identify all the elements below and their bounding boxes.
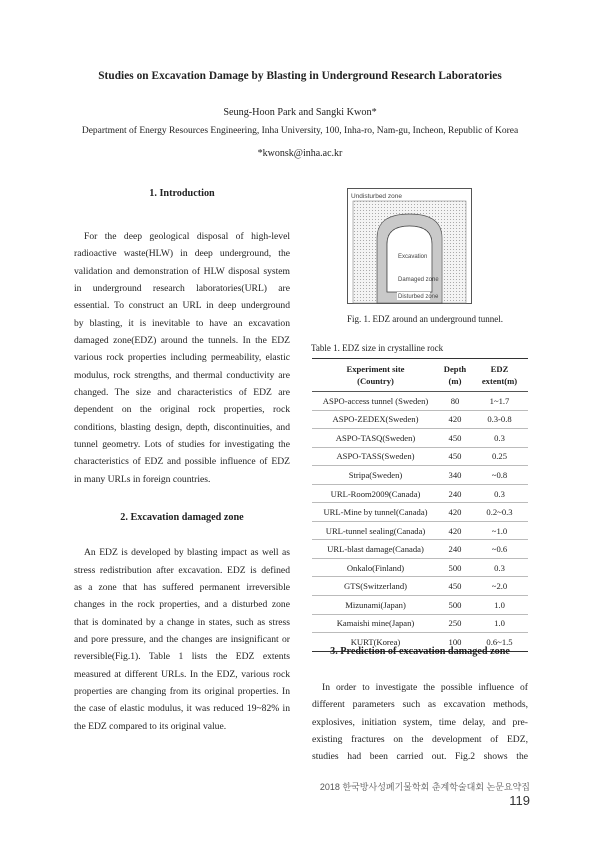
- cell-extent: 1.0: [494, 599, 505, 610]
- page-number: 119: [509, 793, 530, 808]
- undisturbed-zone-label: Undisturbed zone: [351, 193, 402, 200]
- paper-title: Studies on Excavation Damage by Blasting in Underground Research Laboratories: [98, 70, 502, 82]
- cell-depth: 450: [448, 451, 462, 462]
- table-row: [312, 429, 528, 448]
- paragraph-line: In order to investigate the possible influence of: [322, 682, 528, 693]
- paragraph-line: in underground research laboratories(URL) are: [74, 283, 290, 295]
- paragraph-line: radioactive waste(HLW) in deep underground, the: [74, 248, 290, 260]
- paragraph-line: changes in the rock properties, and a disturbed zone: [74, 599, 290, 611]
- cell-depth: 80: [450, 395, 460, 406]
- damaged-zone-label: Damaged zone: [398, 277, 439, 283]
- paragraph-line: conditions, blasting design, depth, discontinuities, and: [74, 421, 290, 433]
- cell-depth: 450: [448, 432, 462, 443]
- email: *kwonsk@inha.ac.kr: [257, 148, 343, 159]
- paragraph-line: and pore pressure, and the changes are insignificant or: [74, 633, 290, 645]
- cell-depth: 500: [448, 562, 462, 573]
- table-row: [312, 503, 528, 522]
- cell-depth: 250: [448, 618, 462, 629]
- header-line: Experiment site: [346, 364, 405, 374]
- cell-extent: 0.3: [494, 488, 505, 499]
- cell-site: GTS(Switzerland): [343, 581, 407, 592]
- paragraph-line: studies had been carried out. Fig.2 shows the: [312, 751, 528, 763]
- paragraph-line: as a zone that has suffered permanent irreversible: [74, 581, 290, 593]
- table-row: [312, 558, 528, 577]
- cell-site: URL-Mine by tunnel(Canada): [323, 507, 428, 518]
- cell-extent: 1.0: [494, 618, 505, 629]
- table-row: [312, 484, 528, 503]
- footer-proceedings-title: 2018 한국방사성폐기물학회 춘계학술대회 논문요약집: [319, 782, 530, 792]
- paragraph-line: various rock properties including permeability, elastic: [74, 352, 290, 364]
- paragraph-line: An EDZ is developed by blasting impact as well as: [84, 547, 290, 559]
- cell-site: Onkalo(Finland): [346, 562, 405, 573]
- header-line: EDZ: [490, 364, 509, 374]
- cell-extent: 0.25: [491, 451, 508, 462]
- table-row: [312, 540, 528, 559]
- paragraph-line: different parameters such as excavation methods,: [312, 699, 528, 711]
- cell-extent: 0.3: [494, 432, 505, 443]
- table-caption: Table 1. EDZ size in crystalline rock: [311, 343, 444, 353]
- header-line: Depth: [443, 364, 467, 374]
- table-row: [312, 447, 528, 466]
- cell-site: Kamaishi mine(Japan): [336, 618, 415, 629]
- cell-depth: 420: [448, 507, 462, 518]
- section-heading-excavation-damaged-zone: 2. Excavation damaged zone: [120, 512, 244, 524]
- header-line: extent(m): [481, 376, 518, 386]
- table-row: [312, 577, 528, 596]
- cell-extent: ~1.0: [491, 525, 508, 536]
- paragraph-line: For the deep geological disposal of high-level: [84, 231, 290, 242]
- table-row: [312, 596, 528, 615]
- cell-site: Stripa(Sweden): [348, 469, 403, 480]
- cell-site: URL-tunnel sealing(Canada): [325, 525, 426, 536]
- paragraph-line: essential. To construct an URL in deep underground: [74, 300, 290, 312]
- table-row: [312, 392, 528, 411]
- cell-depth: 420: [448, 414, 462, 425]
- cell-extent: 0.3-0.8: [487, 414, 512, 425]
- edz-diagram: [347, 188, 472, 304]
- cell-site: Mizunami(Japan): [345, 599, 406, 610]
- paragraph-line: measured at different URLs. In the EDZ, various rock: [74, 668, 290, 680]
- cell-site: URL-blast damage(Canada): [327, 544, 424, 555]
- paragraph-line: existing fractures on the development of EDZ,: [312, 734, 528, 746]
- paragraph-line: explosives, initiation system, time delay, and pre-: [312, 716, 528, 728]
- cell-extent: ~2.0: [491, 581, 508, 592]
- cell-site: ASPO-access tunnel (Sweden): [322, 395, 429, 406]
- cell-depth: 100: [448, 636, 462, 647]
- disturbed-zone-label: Disturbed zone: [398, 294, 439, 300]
- table-row: [312, 614, 528, 633]
- cell-extent: ~0.8: [491, 469, 508, 480]
- cell-site: ASPO-TASQ(Sweden): [335, 432, 416, 443]
- authors: Seung-Hoon Park and Sangki Kwon*: [223, 107, 377, 118]
- cell-extent: 0.3: [494, 562, 505, 573]
- introduction-paragraph: [74, 228, 290, 488]
- header-experiment-site: [312, 359, 439, 392]
- left-column: [74, 188, 290, 735]
- cell-site: ASPO-TASS(Sweden): [336, 451, 415, 462]
- cell-extent: 0.6~1.5: [486, 636, 513, 647]
- cell-site: URL-Room2009(Canada): [330, 488, 421, 499]
- cell-extent: 0.2~0.3: [486, 507, 513, 518]
- paragraph-line: in many URLs in foreign countries.: [74, 473, 211, 485]
- paragraph-line: properties are changing from its original properties. In: [74, 685, 290, 697]
- cell-depth: 500: [448, 599, 462, 610]
- cell-depth: 240: [448, 488, 462, 499]
- header-edz-extent: [471, 359, 528, 392]
- paragraph-line: tunnel geometry. Lots of studies for investigating the: [74, 439, 290, 451]
- edz-paragraph: [74, 544, 290, 735]
- paragraph-line: the case of elastic modulus, it was reduced 19~82% in: [74, 703, 290, 715]
- cell-depth: 240: [448, 544, 462, 555]
- table-row: [312, 521, 528, 540]
- edz-tunnel-figure: [347, 188, 472, 304]
- paragraph-line: reversible(Fig.1). Table 1 lists the EDZ extents: [74, 651, 290, 663]
- figure-caption: Fig. 1. EDZ around an underground tunnel.: [346, 314, 504, 324]
- affiliation: Department of Energy Resources Engineering, Inha University, 100, Inha-ro, Nam-gu, Incheon, Republic of Korea: [81, 126, 519, 136]
- paragraph-line: the EDZ compared to its original value.: [74, 720, 227, 732]
- paragraph-line: by blasting, it is inevitable to have an excavation: [74, 317, 290, 329]
- edz-size-table: [312, 358, 528, 652]
- header-line: (m): [448, 376, 462, 386]
- cell-extent: ~0.6: [491, 544, 508, 555]
- cell-depth: 420: [448, 525, 462, 536]
- cell-depth: 340: [448, 469, 462, 480]
- paragraph-line: stress redistribution after excavation. EDZ is defined: [74, 564, 290, 576]
- header-depth: [439, 359, 471, 392]
- excavation-label: Excavation: [398, 254, 428, 260]
- page-footer: [300, 780, 530, 808]
- table-row: [312, 466, 528, 485]
- paragraph-line: dependent on the original rock properties, rock: [74, 404, 290, 416]
- right-column-text: [312, 679, 528, 766]
- header-line: (Country): [357, 376, 394, 386]
- section-heading-prediction: 3. Prediction of excavation damaged zone: [330, 646, 510, 657]
- table-row: [312, 410, 528, 429]
- paragraph-line: damaged zone(EDZ) around the tunnels. In the EDZ: [74, 335, 290, 347]
- cell-site: KURT(Korea): [350, 636, 401, 647]
- cell-extent: 1~1.7: [489, 395, 510, 406]
- cell-site: ASPO-ZEDEX(Sweden): [332, 414, 419, 425]
- table-header-row: [312, 359, 528, 392]
- prediction-paragraph: [312, 679, 528, 766]
- paragraph-line: modulus, rock strengths, and thermal conductivity are: [74, 369, 290, 381]
- cell-depth: 450: [448, 581, 462, 592]
- paragraph-line: that is dominated by a change in states, such as stress: [74, 616, 290, 628]
- paragraph-line: characteristics of EDZ and possible influence of EDZ: [74, 456, 290, 468]
- paragraph-line: changed. The size and characteristics of EDZ are: [74, 387, 290, 399]
- paragraph-line: validation and demonstration of HLW disposal system: [74, 265, 290, 277]
- section-heading-introduction: 1. Introduction: [149, 188, 215, 199]
